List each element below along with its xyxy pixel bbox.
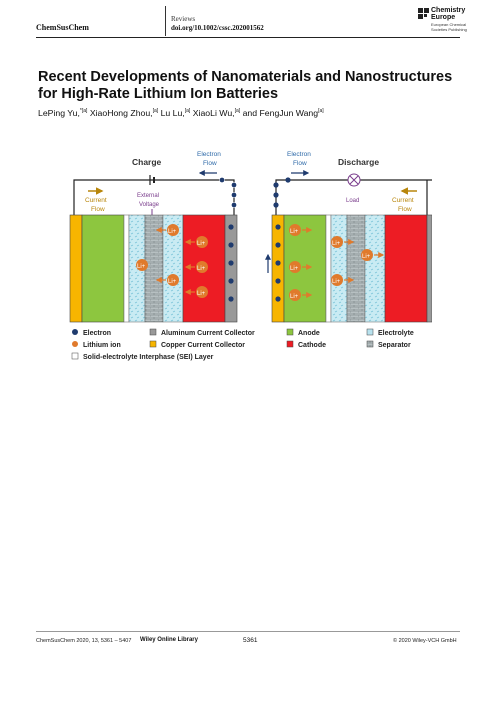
legend-electron-swatch [72, 329, 78, 335]
legend-copper-swatch [150, 341, 156, 347]
author-list [38, 108, 324, 118]
author-name[interactable]: XiaoHong Zhou, [89, 108, 153, 118]
aluminum-current-collector [427, 215, 432, 322]
discharge-cell [272, 151, 432, 322]
electrolyte-region [331, 215, 347, 322]
electron-dot [231, 182, 236, 187]
lithium-ion-label: Li+ [290, 294, 299, 300]
author-affiliation: [a] [184, 108, 191, 115]
legend-sei-swatch [72, 353, 78, 359]
current-flow-label-top: Current [392, 197, 414, 204]
lithium-ion-label: Li+ [197, 241, 206, 247]
separator-layer [145, 215, 163, 322]
legend-separator-swatch [367, 341, 373, 347]
legend-anode-swatch [287, 329, 293, 335]
author-affiliation: [a] [318, 108, 324, 115]
electron-flow-label-top: Electron [287, 151, 311, 158]
anode-layer [82, 215, 124, 322]
discharge-title: Discharge [338, 157, 380, 167]
legend-aluminum-swatch [150, 329, 156, 335]
current-flow-label-bottom: Flow [398, 206, 412, 213]
electron-flow-label-bottom: Flow [293, 160, 307, 167]
current-flow-label-bottom: Flow [91, 206, 105, 213]
article-title: Recent Developments of Nanomaterials and Nanostructures for High-Rate Lithium Ion Batteries [38, 69, 453, 102]
external-voltage-label-bottom: Voltage [139, 202, 160, 208]
load-label: Load [346, 198, 360, 204]
legend-lithium-swatch [72, 341, 78, 347]
charge-cell [70, 151, 268, 322]
legend-item: Separator [378, 342, 411, 349]
lithium-ion-label: Li+ [197, 291, 206, 297]
load-bulb-icon [348, 174, 360, 186]
lithium-ion-label: Li+ [332, 279, 341, 285]
legend-cathode-swatch [287, 341, 293, 347]
electrolyte-region [365, 215, 385, 322]
legend-item: Electrolyte [378, 330, 414, 337]
footer-publisher[interactable]: Wiley Online Library [140, 637, 198, 643]
footer-citation: ChemSusChem 2020, 13, 5361 – 5407 [36, 638, 132, 644]
battery-schematic-figure [62, 145, 432, 390]
legend-item: Aluminum Current Collector [161, 330, 255, 337]
copper-current-collector [272, 215, 284, 322]
current-flow-label-top: Current [85, 197, 107, 204]
sei-layer [326, 215, 331, 322]
electron-dot [273, 202, 278, 207]
sei-layer [124, 215, 129, 322]
chemistry-europe-logo [418, 8, 429, 22]
electron-flow-label-top: Electron [197, 151, 221, 158]
brand-subtitle-line1: European Chemical [431, 22, 467, 27]
lithium-ion-label: Li+ [168, 229, 177, 235]
lithium-ion-label: Li+ [197, 266, 206, 272]
brand-subtitle-line2: Societies Publishing [431, 27, 467, 32]
brand-name-line1: Chemistry [431, 7, 466, 14]
author-name[interactable]: XiaoLi Wu, [192, 108, 235, 118]
brand-name-line2: Europe [431, 14, 456, 21]
legend-item: Lithium ion [83, 342, 121, 349]
lithium-ion-label: Li+ [137, 264, 146, 270]
lithium-ion-label: Li+ [332, 241, 341, 247]
author-affiliation: *[a] [79, 108, 88, 115]
electron-dot [231, 202, 236, 207]
electron-flow-label-bottom: Flow [203, 160, 217, 167]
journal-name: ChemSusChem [36, 23, 89, 32]
article-section: Reviews [171, 15, 196, 23]
footer-rule [36, 631, 460, 632]
legend-item: Cathode [298, 342, 326, 349]
external-voltage-label-top: External [137, 193, 160, 199]
header-divider [165, 6, 166, 36]
cathode-layer [385, 215, 427, 322]
aluminum-current-collector [225, 215, 237, 322]
author-affiliation: [a] [234, 108, 241, 115]
electron-dot [273, 182, 278, 187]
lithium-ion-label: Li+ [290, 229, 299, 235]
legend-electrolyte-swatch [367, 329, 373, 335]
electron-dot [219, 177, 224, 182]
electron-dot [285, 177, 290, 182]
author-name[interactable]: Lu Lu, [160, 108, 185, 118]
lithium-ion-label: Li+ [290, 266, 299, 272]
footer-page-number: 5361 [243, 637, 258, 644]
legend-item: Solid-electrolyte Interphase (SEI) Layer [83, 354, 214, 361]
lithium-ion-label: Li+ [362, 254, 371, 260]
legend-item: Anode [298, 330, 320, 337]
author-affiliation: [a] [152, 108, 159, 115]
author-name[interactable]: and FengJun Wang [242, 108, 319, 118]
electron-dot [273, 192, 278, 197]
footer-copyright: © 2020 Wiley-VCH GmbH [393, 638, 457, 644]
copper-current-collector [70, 215, 82, 322]
separator-layer [347, 215, 365, 322]
header-rule [36, 37, 460, 38]
lithium-ion-label: Li+ [168, 279, 177, 285]
legend-item: Copper Current Collector [161, 342, 246, 349]
electron-dot [231, 192, 236, 197]
author-name[interactable]: LePing Yu, [38, 108, 80, 118]
article-doi[interactable]: doi.org/10.1002/cssc.202001562 [171, 24, 264, 32]
figure-legend [72, 329, 414, 361]
legend-item: Electron [83, 330, 112, 337]
charge-title: Charge [132, 157, 162, 167]
